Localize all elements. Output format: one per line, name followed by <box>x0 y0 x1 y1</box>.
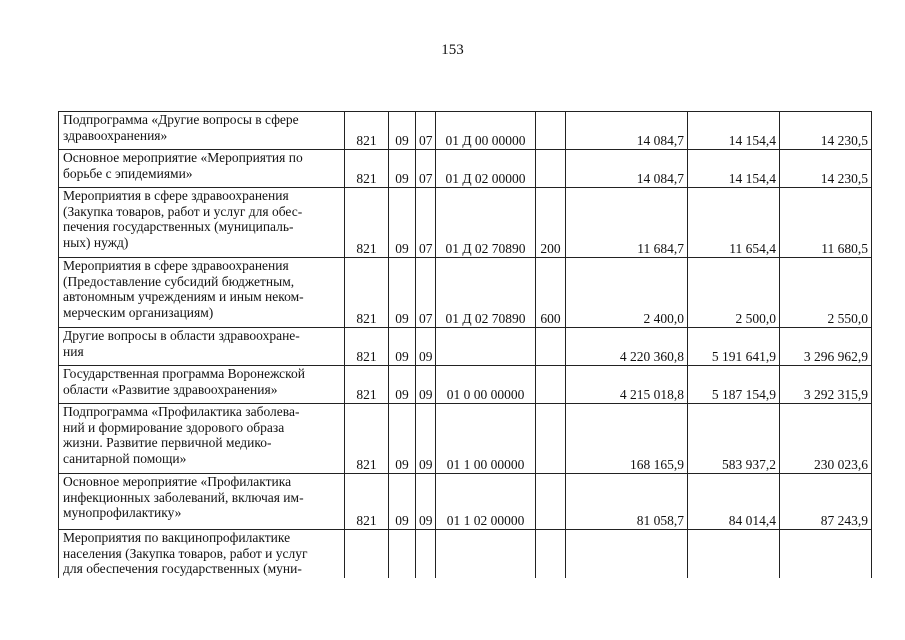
amount-year2-cell <box>688 530 780 578</box>
ved-cell: 821 <box>345 150 389 188</box>
amount-year1-cell: 168 165,9 <box>566 404 688 474</box>
subsection-cell: 09 <box>416 474 436 530</box>
row-name-cell <box>59 258 345 328</box>
amount-year2-cell: 5 191 641,9 <box>688 328 780 366</box>
page-number: 153 <box>441 42 464 58</box>
amount-year2-cell: 84 014,4 <box>688 474 780 530</box>
amount-year1-cell: 2 400,0 <box>566 258 688 328</box>
section-cell: 09 <box>389 188 416 258</box>
ved-cell <box>345 530 389 578</box>
row-name-line: мерческим организациям) <box>63 304 214 320</box>
row-name-cell <box>59 474 345 530</box>
section-cell: 09 <box>389 328 416 366</box>
ved-cell: 821 <box>345 366 389 404</box>
row-name-line: Основное мероприятие «Профилактика <box>63 474 292 489</box>
expense-type-cell: 200 <box>536 188 566 258</box>
section-cell: 09 <box>389 258 416 328</box>
row-name-cell <box>59 328 345 366</box>
row-name-line: (Предоставление субсидий бюджетным, <box>63 273 295 289</box>
expense-type-cell <box>536 366 566 404</box>
amount-year3-cell: 87 243,9 <box>780 474 872 530</box>
expense-type-cell <box>536 328 566 366</box>
row-name-cell <box>59 404 345 474</box>
target-code-cell <box>436 530 536 578</box>
expense-type-cell <box>536 474 566 530</box>
expense-type-cell <box>536 112 566 150</box>
subsection-cell: 09 <box>416 366 436 404</box>
row-name-cell <box>59 112 345 150</box>
target-code-cell: 01 1 02 00000 <box>436 474 536 530</box>
amount-year2-cell: 583 937,2 <box>688 404 780 474</box>
subsection-cell <box>416 530 436 578</box>
subsection-cell: 07 <box>416 188 436 258</box>
row-name-cell <box>59 530 345 578</box>
amount-year1-cell <box>566 530 688 578</box>
section-cell: 09 <box>389 112 416 150</box>
table-row <box>59 188 872 258</box>
table-row <box>59 530 872 578</box>
subsection-cell: 09 <box>416 328 436 366</box>
expense-type-cell: 600 <box>536 258 566 328</box>
section-cell <box>389 530 416 578</box>
amount-year3-cell: 11 680,5 <box>780 188 872 258</box>
amount-year2-cell: 14 154,4 <box>688 150 780 188</box>
row-name-line: мунопрофилактику» <box>63 505 182 520</box>
table-row <box>59 112 872 150</box>
section-cell: 09 <box>389 474 416 530</box>
ved-cell: 821 <box>345 328 389 366</box>
row-name-line: печения государственных (муниципаль- <box>63 219 294 234</box>
target-code-cell <box>436 328 536 366</box>
section-cell: 09 <box>389 404 416 474</box>
section-cell: 09 <box>389 150 416 188</box>
row-name-line: Мероприятия по вакцинопрофилактике <box>63 530 291 545</box>
amount-year1-cell: 14 084,7 <box>566 150 688 188</box>
row-name-cell <box>59 188 345 258</box>
row-name-line: населения (Закупка товаров, работ и услуг <box>63 545 308 561</box>
row-name-line: Мероприятия в сфере здравоохранения <box>63 188 289 203</box>
target-code-cell: 01 Д 02 70890 <box>436 188 536 258</box>
amount-year3-cell <box>780 530 872 578</box>
budget-table <box>58 111 872 578</box>
table-row <box>59 404 872 474</box>
table-row <box>59 328 872 366</box>
table-row <box>59 474 872 530</box>
ved-cell: 821 <box>345 404 389 474</box>
row-name-line: жизни. Развитие первичной медико- <box>63 435 272 450</box>
amount-year1-cell: 4 220 360,8 <box>566 328 688 366</box>
row-name-line: ных) нужд) <box>63 234 129 250</box>
row-name-line: Другие вопросы в области здравоохране- <box>63 328 300 343</box>
amount-year1-cell: 11 684,7 <box>566 188 688 258</box>
row-name-line: инфекционных заболеваний, включая им- <box>63 489 304 505</box>
row-name-line: Подпрограмма «Другие вопросы в сфере <box>63 112 299 127</box>
subsection-cell: 07 <box>416 150 436 188</box>
subsection-cell: 07 <box>416 112 436 150</box>
target-code-cell: 01 Д 02 00000 <box>436 150 536 188</box>
row-name-line: здравоохранения» <box>63 127 168 143</box>
amount-year2-cell: 2 500,0 <box>688 258 780 328</box>
ved-cell: 821 <box>345 112 389 150</box>
row-name-line: Мероприятия в сфере здравоохранения <box>63 258 289 273</box>
expense-type-cell <box>536 150 566 188</box>
section-cell: 09 <box>389 366 416 404</box>
expense-type-cell <box>536 404 566 474</box>
expense-type-cell <box>536 530 566 578</box>
amount-year3-cell: 14 230,5 <box>780 150 872 188</box>
amount-year1-cell: 81 058,7 <box>566 474 688 530</box>
target-code-cell: 01 Д 00 00000 <box>436 112 536 150</box>
row-name-line: области «Развитие здравоохранения» <box>63 381 278 397</box>
row-name-line: Основное мероприятие «Мероприятия по <box>63 150 303 165</box>
subsection-cell: 09 <box>416 404 436 474</box>
target-code-cell: 01 Д 02 70890 <box>436 258 536 328</box>
row-name-line: Подпрограмма «Профилактика заболева- <box>63 404 300 419</box>
amount-year1-cell: 14 084,7 <box>566 112 688 150</box>
target-code-cell: 01 0 00 00000 <box>436 366 536 404</box>
amount-year3-cell: 3 296 962,9 <box>780 328 872 366</box>
row-name-cell <box>59 150 345 188</box>
amount-year2-cell: 14 154,4 <box>688 112 780 150</box>
subsection-cell: 07 <box>416 258 436 328</box>
amount-year3-cell: 14 230,5 <box>780 112 872 150</box>
ved-cell: 821 <box>345 188 389 258</box>
target-code-cell: 01 1 00 00000 <box>436 404 536 474</box>
row-name-line: борьбе с эпидемиями» <box>63 165 193 181</box>
row-name-line: санитарной помощи» <box>63 450 187 466</box>
row-name-line: Государственная программа Воронежской <box>63 366 305 381</box>
table-row <box>59 366 872 404</box>
table-row <box>59 150 872 188</box>
amount-year3-cell: 2 550,0 <box>780 258 872 328</box>
row-name-line: (Закупка товаров, работ и услуг для обес- <box>63 203 303 219</box>
ved-cell: 821 <box>345 258 389 328</box>
row-name-line: ний и формирование здорового образа <box>63 419 285 435</box>
row-name-line: автономным учреждениям и иным неком- <box>63 289 304 304</box>
ved-cell: 821 <box>345 474 389 530</box>
amount-year1-cell: 4 215 018,8 <box>566 366 688 404</box>
amount-year3-cell: 3 292 315,9 <box>780 366 872 404</box>
amount-year2-cell: 11 654,4 <box>688 188 780 258</box>
table-row <box>59 258 872 328</box>
row-name-cell <box>59 366 345 404</box>
row-name-line: ния <box>63 343 84 359</box>
amount-year2-cell: 5 187 154,9 <box>688 366 780 404</box>
row-name-line: для обеспечения государственных (муни- <box>63 561 302 576</box>
amount-year3-cell: 230 023,6 <box>780 404 872 474</box>
